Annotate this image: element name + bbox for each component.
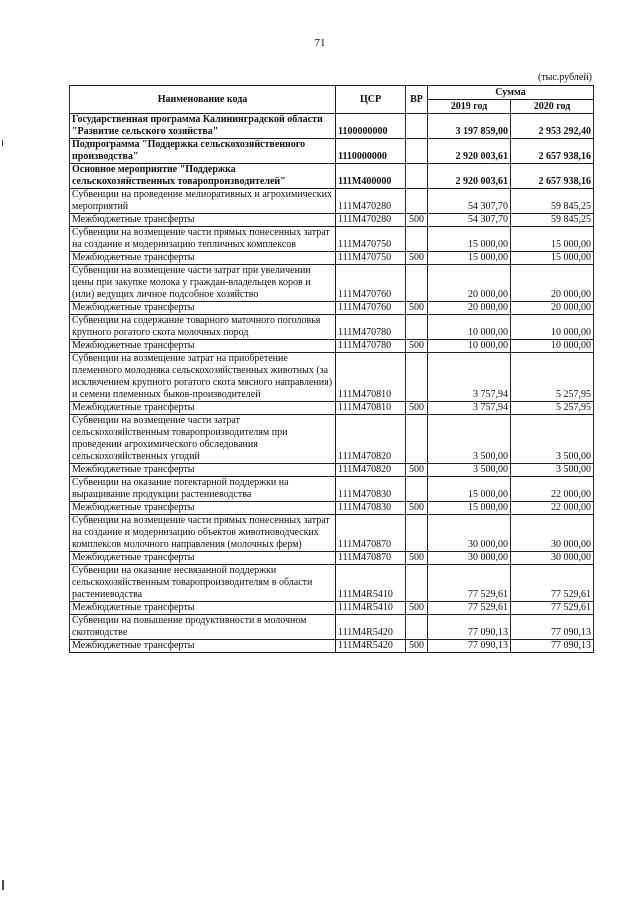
cell-csr: 111M470780 (336, 315, 406, 340)
margin-mark-top (2, 140, 3, 146)
cell-name: Межбюджетные трансферты (70, 302, 336, 315)
cell-vr (406, 415, 428, 464)
cell-name: Межбюджетные трансферты (70, 502, 336, 515)
table-row (70, 189, 594, 214)
cell-2020: 30 000,00 (511, 552, 594, 565)
cell-csr: 1110000000 (336, 139, 406, 164)
table-row (70, 265, 594, 302)
cell-csr: 111M470830 (336, 477, 406, 502)
cell-csr: 111M470870 (336, 515, 406, 552)
header-sum: Сумма (428, 86, 594, 100)
cell-name: Межбюджетные трансферты (70, 214, 336, 227)
cell-2019: 15 000,00 (428, 227, 511, 252)
cell-2019: 77 529,61 (428, 602, 511, 615)
cell-2020: 3 500,00 (511, 464, 594, 477)
header-csr: ЦСР (336, 86, 406, 114)
cell-2019: 3 500,00 (428, 464, 511, 477)
cell-vr (406, 477, 428, 502)
table-row (70, 552, 594, 565)
cell-2019: 77 090,13 (428, 615, 511, 640)
cell-name: Межбюджетные трансферты (70, 552, 336, 565)
table-body (70, 114, 594, 653)
cell-name: Субвенции на возмещение части затрат при увеличении цены при закупке молока у граждан-владельцев коров и (или) ведущих личное подсобное хозяйство (70, 265, 336, 302)
cell-csr: 111M470750 (336, 252, 406, 265)
cell-2019: 30 000,00 (428, 552, 511, 565)
cell-2019: 3 197 859,00 (428, 114, 511, 139)
cell-vr (406, 515, 428, 552)
cell-vr (406, 353, 428, 402)
cell-2019: 20 000,00 (428, 265, 511, 302)
cell-csr: 111M400000 (336, 164, 406, 189)
cell-csr: 111M4R5420 (336, 640, 406, 653)
cell-name: Основное мероприятие "Поддержка сельскохозяйственных товаропроизводителей" (70, 164, 336, 189)
cell-2020: 15 000,00 (511, 252, 594, 265)
cell-name: Субвенции на оказание погектарной поддержки на выращивание продукции растениеводства (70, 477, 336, 502)
cell-2019: 20 000,00 (428, 302, 511, 315)
cell-2020: 10 000,00 (511, 315, 594, 340)
cell-name: Субвенции на возмещение затрат на приобретение племенного молодняка сельскохозяйственных животных (за исключением крупного рогатого скота мясного направления) и семени племенных быков-производителей (70, 353, 336, 402)
cell-vr: 500 (406, 640, 428, 653)
cell-2019: 77 090,13 (428, 640, 511, 653)
cell-name: Субвенции на содержание товарного маточного поголовья крупного рогатого скота молочных пород (70, 315, 336, 340)
cell-2019: 15 000,00 (428, 502, 511, 515)
cell-vr (406, 265, 428, 302)
table-row (70, 164, 594, 189)
table-row (70, 139, 594, 164)
cell-vr: 500 (406, 552, 428, 565)
table-row (70, 302, 594, 315)
cell-name: Межбюджетные трансферты (70, 464, 336, 477)
cell-vr (406, 565, 428, 602)
page-number: 71 (314, 37, 326, 49)
cell-name: Субвенции на возмещение части затрат сельскохозяйственным товаропроизводителям при проведении агрохимического обследования сельскохозяйственных угодий (70, 415, 336, 464)
cell-vr: 500 (406, 502, 428, 515)
cell-2020: 77 529,61 (511, 565, 594, 602)
table-row (70, 464, 594, 477)
cell-vr (406, 139, 428, 164)
cell-vr: 500 (406, 340, 428, 353)
cell-vr: 500 (406, 464, 428, 477)
table-row (70, 477, 594, 502)
cell-csr: 111M470830 (336, 502, 406, 515)
cell-vr: 500 (406, 252, 428, 265)
cell-2020: 20 000,00 (511, 302, 594, 315)
table-header (70, 86, 594, 114)
cell-csr: 111M470280 (336, 214, 406, 227)
table-row (70, 227, 594, 252)
cell-2020: 22 000,00 (511, 477, 594, 502)
cell-vr: 500 (406, 602, 428, 615)
cell-vr (406, 114, 428, 139)
cell-vr: 500 (406, 214, 428, 227)
table-row (70, 502, 594, 515)
cell-csr: 111M470750 (336, 227, 406, 252)
cell-2020: 20 000,00 (511, 265, 594, 302)
table-row (70, 640, 594, 653)
cell-2020: 77 090,13 (511, 615, 594, 640)
table-row (70, 353, 594, 402)
cell-2020: 5 257,95 (511, 402, 594, 415)
table-row (70, 615, 594, 640)
cell-name: Межбюджетные трансферты (70, 402, 336, 415)
cell-csr: 1100000000 (336, 114, 406, 139)
cell-vr: 500 (406, 402, 428, 415)
cell-name: Субвенции на повышение продуктивности в молочном скотоводстве (70, 615, 336, 640)
table-row (70, 515, 594, 552)
cell-name: Межбюджетные трансферты (70, 602, 336, 615)
margin-mark-bottom (2, 880, 4, 890)
table-row (70, 214, 594, 227)
cell-2020: 77 090,13 (511, 640, 594, 653)
table-row (70, 402, 594, 415)
cell-2020: 3 500,00 (511, 415, 594, 464)
cell-2020: 2 657 938,16 (511, 139, 594, 164)
cell-2020: 5 257,95 (511, 353, 594, 402)
header-name: Наименование кода (70, 86, 336, 114)
table-row (70, 252, 594, 265)
budget-table (69, 85, 594, 653)
cell-vr (406, 315, 428, 340)
cell-csr: 111M4R5420 (336, 615, 406, 640)
table-row (70, 415, 594, 464)
cell-name: Субвенции на возмещение части прямых понесенных затрат на создание и модернизацию объектов животноводческих комплексов молочного направления (молочных ферм) (70, 515, 336, 552)
cell-csr: 111M470810 (336, 402, 406, 415)
table-row (70, 602, 594, 615)
cell-vr: 500 (406, 302, 428, 315)
cell-2020: 2 953 292,40 (511, 114, 594, 139)
cell-2020: 10 000,00 (511, 340, 594, 353)
cell-2020: 22 000,00 (511, 502, 594, 515)
cell-vr (406, 227, 428, 252)
cell-2019: 2 920 003,61 (428, 164, 511, 189)
header-vr: ВР (406, 86, 428, 114)
cell-2019: 15 000,00 (428, 252, 511, 265)
cell-vr (406, 164, 428, 189)
cell-2020: 59 845,25 (511, 214, 594, 227)
cell-name: Государственная программа Калининградской области "Развитие сельского хозяйства" (70, 114, 336, 139)
cell-csr: 111M4R5410 (336, 602, 406, 615)
table-row (70, 315, 594, 340)
table-row (70, 114, 594, 139)
cell-name: Субвенции на оказание несвязанной поддержки сельскохозяйственным товаропроизводителям в области растениеводства (70, 565, 336, 602)
cell-2019: 10 000,00 (428, 340, 511, 353)
cell-2020: 2 657 938,16 (511, 164, 594, 189)
cell-name: Подпрограмма "Поддержка сельскохозяйственного производства" (70, 139, 336, 164)
cell-name: Межбюджетные трансферты (70, 252, 336, 265)
cell-csr: 111M470870 (336, 552, 406, 565)
cell-2019: 30 000,00 (428, 515, 511, 552)
cell-name: Межбюджетные трансферты (70, 640, 336, 653)
cell-name: Межбюджетные трансферты (70, 340, 336, 353)
cell-2020: 15 000,00 (511, 227, 594, 252)
cell-2019: 54 307,70 (428, 189, 511, 214)
cell-2020: 77 529,61 (511, 602, 594, 615)
cell-2019: 10 000,00 (428, 315, 511, 340)
cell-csr: 111M470780 (336, 340, 406, 353)
cell-2019: 3 757,94 (428, 353, 511, 402)
cell-vr (406, 189, 428, 214)
cell-2019: 15 000,00 (428, 477, 511, 502)
cell-csr: 111M470820 (336, 415, 406, 464)
cell-2020: 59 845,25 (511, 189, 594, 214)
cell-vr (406, 615, 428, 640)
header-year-2019: 2019 год (428, 100, 511, 114)
cell-csr: 111M4R5410 (336, 565, 406, 602)
cell-2020: 30 000,00 (511, 515, 594, 552)
table-row (70, 340, 594, 353)
table-row (70, 565, 594, 602)
cell-2019: 3 757,94 (428, 402, 511, 415)
cell-2019: 54 307,70 (428, 214, 511, 227)
cell-2019: 3 500,00 (428, 415, 511, 464)
cell-name: Субвенции на проведение мелиоративных и агрохимических мероприятий (70, 189, 336, 214)
cell-2019: 2 920 003,61 (428, 139, 511, 164)
cell-csr: 111M470810 (336, 353, 406, 402)
cell-csr: 111M470760 (336, 265, 406, 302)
units-label: (тыс.рублей) (537, 72, 592, 83)
cell-csr: 111M470280 (336, 189, 406, 214)
cell-csr: 111M470760 (336, 302, 406, 315)
cell-csr: 111M470820 (336, 464, 406, 477)
header-year-2020: 2020 год (511, 100, 594, 114)
cell-2019: 77 529,61 (428, 565, 511, 602)
cell-name: Субвенции на возмещение части прямых понесенных затрат на создание и модернизацию тепличных комплексов (70, 227, 336, 252)
